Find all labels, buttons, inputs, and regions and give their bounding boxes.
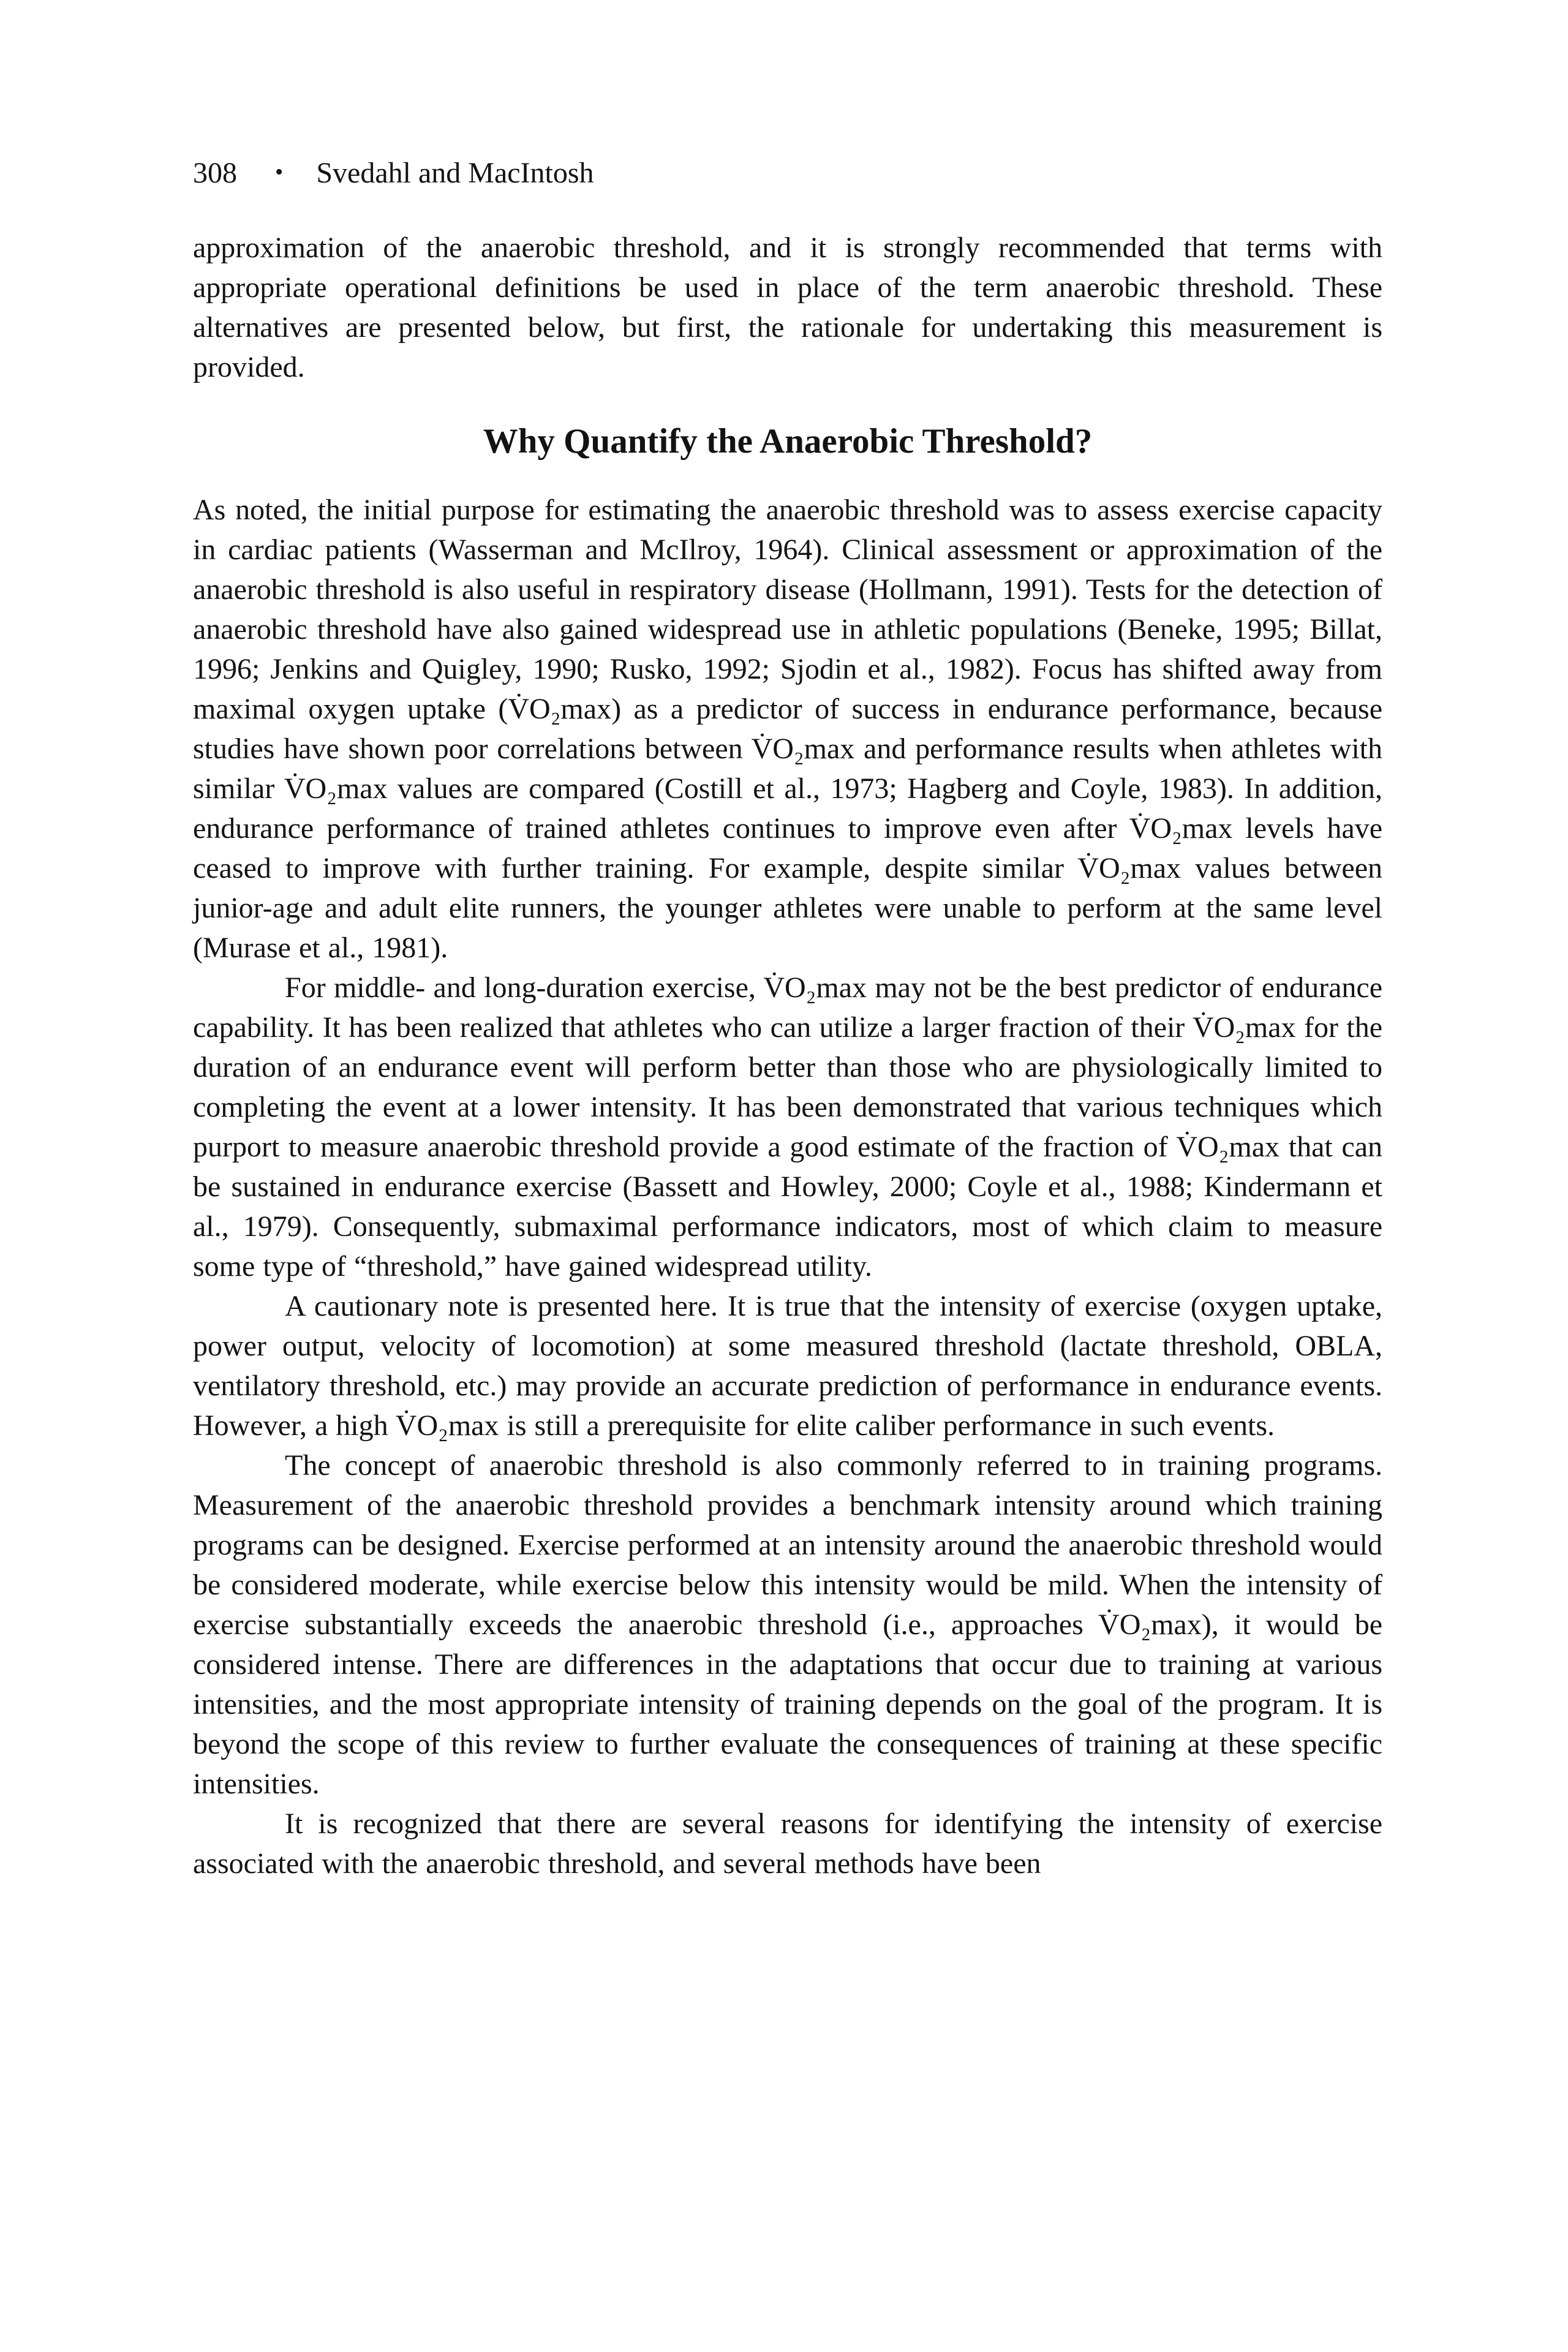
paragraph-continuation: approximation of the anaerobic threshold, and it is strongly recommended that terms with appropriate operational definitions be used in place of the term anaerobic threshold. These alternatives are presented below, but first, the rationale for undertaking this measurement is provided. <box>193 232 1382 383</box>
paragraph-recognized-reasons: It is recognized that there are several reasons for identifying the intensity of exercise associated with the anaerobic threshold, and several methods have been <box>193 1807 1382 1880</box>
page-number: 308 <box>193 157 237 189</box>
running-title: Svedahl and MacIntosh <box>316 157 594 189</box>
paragraph-cautionary-note: A cautionary note is presented here. It is true that the intensity of exercise (oxygen uptake, power output, velocity of locomotion) at some measured threshold (lactate threshold, OBLA, ventilatory threshold, etc.) may provide an accurate prediction of performance in endurance events. However, a high V̇O₂max is still a prerequisite for elite caliber performance in such events. <box>193 1290 1382 1442</box>
paragraph-as-noted: As noted, the initial purpose for estimating the anaerobic threshold was to assess exercise capacity in cardiac patients (Wasserman and McIlroy, 1964). Clinical assessment or approximation of the anaerobic threshold is also useful in respiratory disease (Hollmann, 1991). Tests for the detection of anaerobic threshold have also gained widespread use in athletic populations (Beneke, 1995; Billat, 1996; Jenkins and Quigley, 1990; Rusko, 1992; Sjodin et al., 1982). Focus has shifted away from maximal oxygen uptake (V̇O₂max) as a predictor of success in endurance performance, because studies have shown poor correlations between V̇O₂max and performance results when athletes with similar V̇O₂max values are compared (Costill et al., 1973; Hagberg and Coyle, 1983). In addition, endurance performance of trained athletes continues to improve even after V̇O₂max levels have ceased to improve with further training. For example, despite similar V̇O₂max values between junior-age and adult elite runners, the younger athletes were unable to perform at the same level (Murase et al., 1981). <box>193 494 1382 964</box>
paragraph-for-middle-duration: For middle- and long-duration exercise, V̇O₂max may not be the best predictor of endurance capability. It has been realized that athletes who can utilize a larger fraction of their V̇O₂max for the duration of an endurance event will perform better than those who are physiologically limited to completing the event at a lower intensity. It has been demonstrated that various techniques which purport to measure anaerobic threshold provide a good estimate of the fraction of V̇O₂max that can be sustained in endurance exercise (Bassett and Howley, 2000; Coyle et al., 1988; Kindermann et al., 1979). Consequently, submaximal performance indicators, most of which claim to measure some type of “threshold,” have gained widespread utility. <box>193 971 1382 1283</box>
section-heading: Why Quantify the Anaerobic Threshold? <box>483 422 1093 461</box>
running-header <box>193 152 1382 194</box>
paragraph-concept-training: The concept of anaerobic threshold is also commonly referred to in training programs. Measurement of the anaerobic threshold provides a benchmark intensity around which training programs can be designed. Exercise performed at an intensity around the anaerobic threshold would be considered moderate, while exercise below this intensity would be mild. When the intensity of exercise substantially exceeds the anaerobic threshold (i.e., approaches V̇O₂max), it would be considered intense. There are differences in the adaptations that occur due to training at various intensities, and the most appropriate intensity of training depends on the goal of the program. It is beyond the scope of this review to further evaluate the consequences of training at these specific intensities. <box>193 1449 1382 1800</box>
bullet-separator-icon: • <box>275 159 284 185</box>
